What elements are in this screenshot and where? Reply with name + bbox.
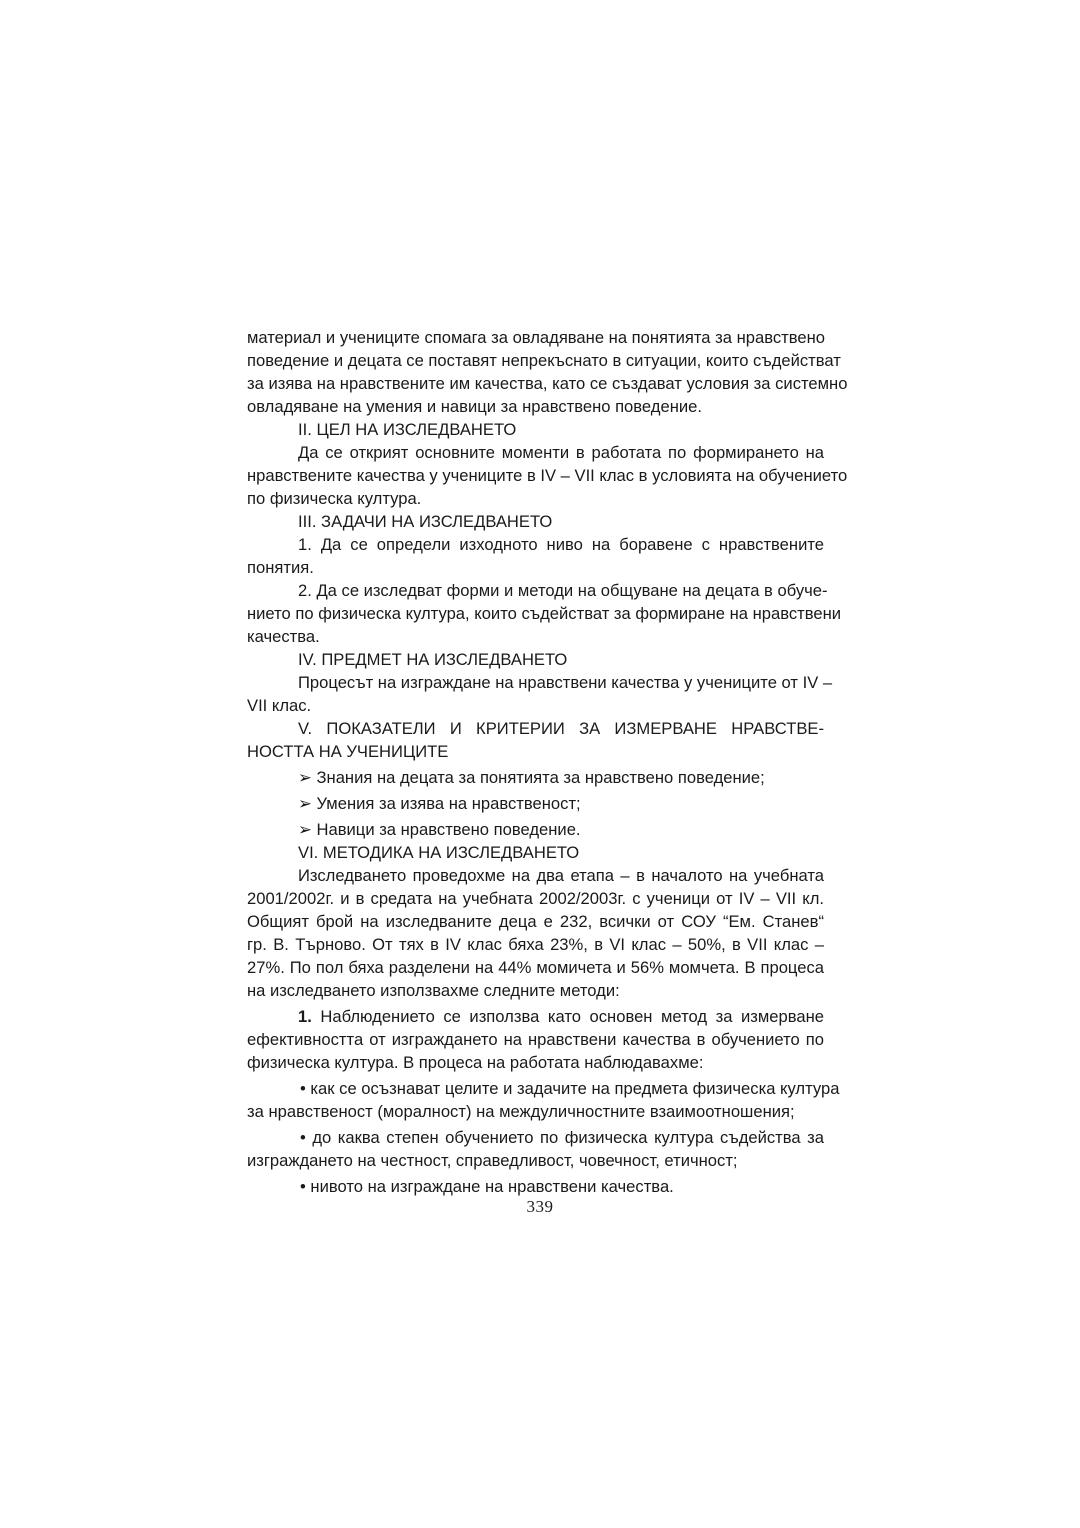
- section-heading: III. ЗАДАЧИ НА ИЗСЛЕДВАНЕТО: [298, 512, 553, 531]
- intro-line: за изява на нравствените им качества, като се създават условия за системно: [247, 374, 848, 393]
- list-item: ➢ Знания на децата за понятията за нравствено поведение;: [298, 768, 765, 787]
- paragraph-line: нието по физическа култура, които съдействат за формиране на нравствени: [247, 604, 842, 623]
- paragraph-line: Изследването проведохме на два етапа – в началото на учебната: [298, 866, 824, 885]
- paragraph-line: Общият брой на изследваните деца е 232, всички от СОУ “Ем. Станев“: [247, 912, 824, 931]
- intro-line: овладяване на умения и навици за нравствено поведение.: [247, 397, 702, 416]
- method-number: 1.: [298, 1007, 312, 1026]
- paragraph-line: Да се открият основните моменти в работата по формирането на: [298, 443, 824, 462]
- paragraph-line: на изследването използвахме следните методи:: [247, 981, 620, 1000]
- section-heading: IV. ПРЕДМЕТ НА ИЗСЛЕДВАНЕТО: [298, 650, 568, 669]
- paragraph-line: физическа култура. В процеса на работата наблюдавахме:: [247, 1053, 704, 1072]
- paragraph-line: понятия.: [247, 558, 314, 577]
- observation-line: • как се осъзнават целите и задачите на предмета физическа култура: [300, 1079, 840, 1098]
- list-item: ➢ Умения за изява на нравственост;: [298, 794, 581, 813]
- paragraph-line: ефективността от изграждането на нравствени качества в обучението по: [247, 1030, 824, 1049]
- page-body: [247, 326, 848, 1198]
- paragraph-line: качества.: [247, 627, 320, 646]
- observation-line: • нивото на изграждане на нравствени качества.: [300, 1177, 674, 1196]
- paragraph-line: гр. В. Търново. От тях в IV клас бяха 23%, в VI клас – 50%, в VII клас –: [247, 935, 824, 954]
- section-heading: НОСТТА НА УЧЕНИЦИТЕ: [247, 742, 449, 761]
- section-heading: II. ЦЕЛ НА ИЗСЛЕДВАНЕТО: [298, 420, 517, 439]
- observation-line: за нравственост (моралност) на междуличностните взаимоотношения;: [247, 1102, 795, 1121]
- paragraph-line: нравствените качества у учениците в IV – VII клас в условията на обучението: [247, 466, 848, 485]
- list-item: ➢ Навици за нравствено поведение.: [298, 820, 581, 839]
- page-number: 339: [526, 1197, 554, 1216]
- section-heading: VI. МЕТОДИКА НА ИЗСЛЕДВАНЕТО: [298, 843, 580, 862]
- paragraph-line: по физическа култура.: [247, 489, 422, 508]
- intro-line: материал и учениците спомага за овладяване на понятията за нравствено: [247, 328, 825, 347]
- paragraph-line: 1. Да се определи изходното ниво на боравене с нравствените: [298, 535, 824, 554]
- paragraph-line: 27%. По пол бяха разделени на 44% момичета и 56% момчета. В процеса: [247, 958, 824, 977]
- method-line: [247, 1005, 824, 1028]
- method-text: Наблюдението се използва като основен метод за измерване: [320, 1007, 824, 1026]
- intro-line: поведение и децата се поставят непрекъснато в ситуации, които съдействат: [247, 351, 841, 370]
- paragraph-line: 2. Да се изследват форми и методи на общуване на децата в обуче-: [298, 581, 828, 600]
- paragraph-line: 2001/2002г. и в средата на учебната 2002/2003г. с ученици от IV – VII кл.: [247, 889, 824, 908]
- section-heading: V. ПОКАЗАТЕЛИ И КРИТЕРИИ ЗА ИЗМЕРВАНЕ НРАВСТВЕ-: [298, 719, 824, 738]
- paragraph-line: Процесът на изграждане на нравствени качества у учениците от IV –: [298, 673, 833, 692]
- paragraph-line: VII клас.: [247, 696, 312, 715]
- observation-line: изграждането на честност, справедливост, човечност, етичност;: [247, 1151, 738, 1170]
- observation-line: • до каква степен обучението по физическа култура съдейства за: [300, 1128, 824, 1147]
